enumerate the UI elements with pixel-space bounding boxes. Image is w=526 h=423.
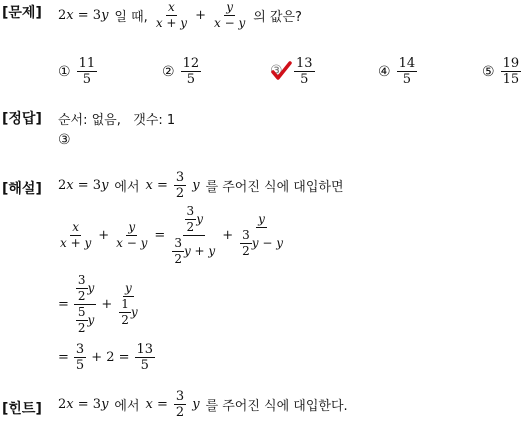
question-label: [문제] <box>2 5 42 21</box>
answer-label: [정답] <box>2 111 42 127</box>
choice-marker: ④ <box>378 63 391 80</box>
choice-marker: ① <box>58 63 71 80</box>
choice-denominator: 15 <box>502 72 520 87</box>
explanation-label: [해설] <box>2 181 42 197</box>
choice-numerator: 13 <box>296 56 313 71</box>
hint-label: [힌트] <box>2 401 42 417</box>
choice-denominator: 5 <box>186 72 195 87</box>
choice-marker: ③ <box>270 62 283 79</box>
explanation-step-4: = $\frac{3}{5}$ + 2 = $\frac{13}{5}$ <box>58 342 154 373</box>
explanation-instruction: 를 주어진 식에 대입하면 <box>205 180 344 195</box>
check-icon <box>270 63 288 81</box>
choice-3[interactable] <box>270 56 315 87</box>
explanation-connector: 에서 <box>114 180 140 195</box>
hint-text: 2x = 3y 에서 x = $\frac{3}{2}$ y 를 주어진 식에 대입한다. <box>58 389 348 420</box>
answer-meta: 순서: 없음, 갯수: 1 <box>58 113 176 128</box>
choice-marker: ⑤ <box>482 63 495 80</box>
choice-numerator: 11 <box>78 56 96 71</box>
choice-marker: ② <box>162 63 175 80</box>
question-suffix: 의 값은? <box>253 10 302 25</box>
choice-denominator: 5 <box>82 72 91 87</box>
choice-2[interactable] <box>162 56 201 87</box>
explanation-line-1: 2x = 3y 에서 x = $\frac{3}{2}$ y 를 주어진 식에 대입하면 <box>58 170 344 201</box>
choice-1[interactable] <box>58 56 97 87</box>
choice-numerator: 14 <box>398 56 416 71</box>
choice-denominator: 5 <box>300 72 309 87</box>
hint-instruction: 를 주어진 식에 대입한다. <box>205 399 348 414</box>
explanation-step-3: = $\frac{3}{2}$ y $\frac{5}{2}$ y + y $\frac{1}{2}$ y <box>58 273 138 335</box>
explanation-step-2: $\frac{x}{x + y}$ + $\frac{y}{x - y}$ = $\frac{3}{2}$ y $\frac{3}{2}$ y + y + y $\frac{3}{2}$ y − y <box>60 204 283 266</box>
question-text: 2x = 3y 일 때, $\frac{x}{x + y}$ + $\frac{y}{x - y}$ 의 값은? <box>58 0 302 30</box>
choice-numerator: 19 <box>502 56 520 71</box>
choice-denominator: 5 <box>402 72 411 87</box>
choice-4[interactable] <box>378 56 417 87</box>
choice-numerator: 12 <box>182 56 200 71</box>
hint-connector: 에서 <box>114 399 140 414</box>
choice-5[interactable] <box>482 56 521 87</box>
answer-value: ③ <box>58 132 71 148</box>
